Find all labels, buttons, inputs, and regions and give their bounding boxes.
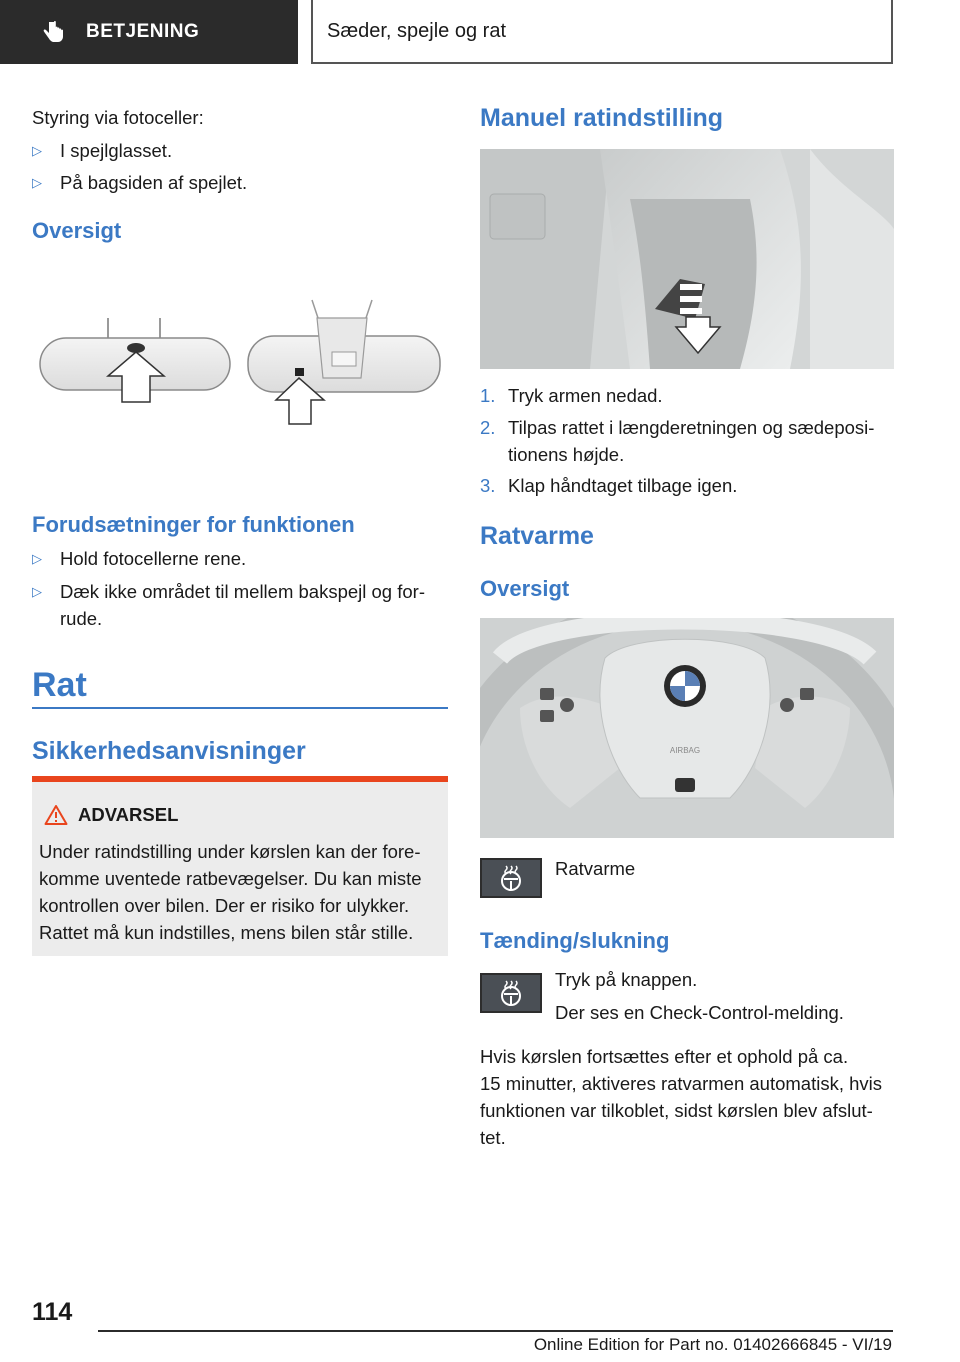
list-item-text: I spejlglasset.: [60, 140, 173, 161]
triangle-bullet-icon: ▷: [32, 143, 42, 158]
list-item-line: rude.: [60, 608, 103, 629]
step-number: 2.: [480, 417, 496, 438]
steering-column-lever-photo: [480, 149, 894, 369]
airbag-label: AIRBAG: [669, 746, 701, 755]
hand-pointer-icon: [40, 19, 66, 45]
heating-overview-heading: Oversigt: [480, 576, 570, 601]
overview-heading: Oversigt: [32, 218, 122, 243]
list-item: [32, 169, 247, 196]
heating-heading: Ratvarme: [480, 522, 594, 550]
onoff-line: Tryk på knappen.: [555, 969, 698, 990]
steering-wheel-heating-icon: [480, 858, 542, 898]
onoff-heading: Tænding/slukning: [480, 928, 670, 953]
step-line: tionens højde.: [508, 444, 625, 465]
paragraph-line: Hvis kørslen fortsættes efter et ophold på ca.: [480, 1046, 849, 1067]
step-number: 3.: [480, 475, 496, 496]
auto-activation-text: [480, 1043, 882, 1151]
safety-heading: Sikkerhedsanvisninger: [32, 737, 306, 765]
list-item-text: På bagsiden af spejlet.: [60, 172, 248, 193]
photocell-intro: Styring via fotoceller:: [32, 107, 204, 128]
manual-adjust-heading: Manuel ratindstilling: [480, 104, 724, 132]
triangle-bullet-icon: ▷: [32, 551, 42, 566]
step-line: Tilpas rattet i længderetningen og sædeposi-: [508, 417, 875, 438]
step-text: Tryk armen nedad.: [508, 385, 663, 406]
header-section-tab: [0, 0, 298, 64]
list-item: [480, 382, 663, 409]
warning-line: Rattet må kun indstilles, mens bilen står stille.: [39, 922, 414, 943]
list-item: [32, 545, 246, 572]
steering-column-illustration: [480, 149, 894, 369]
steering-wheel-heating-icon: [480, 973, 542, 1013]
list-item: [480, 472, 737, 499]
list-item-line: Dæk ikke området til mellem bakspejl og for-: [60, 581, 425, 602]
paragraph-line: funktionen var tilkoblet, sidst kørslen blev afslut-: [480, 1100, 873, 1121]
edition-note: Online Edition for Part no. 01402666845 - VI/19: [533, 1335, 892, 1354]
triangle-bullet-icon: ▷: [32, 584, 42, 599]
warning-title-row: [44, 804, 178, 826]
list-item: [32, 578, 425, 632]
list-item: [480, 414, 874, 468]
warning-line: kontrollen over bilen. Der er risiko for ulykker.: [39, 895, 410, 916]
paragraph-line: 15 minutter, aktiveres ratvarmen automatisk, hvis: [480, 1073, 883, 1094]
heated-wheel-symbol: [496, 863, 526, 893]
header-section-label: BETJENING: [86, 21, 200, 42]
list-item-text: Hold fotocellerne rene.: [60, 548, 247, 569]
rearview-mirror-illustration: [32, 290, 448, 440]
header-chapter-label: Sæder, spejle og rat: [327, 19, 506, 42]
heated-wheel-symbol: [496, 978, 526, 1008]
heading-rule: [32, 707, 448, 709]
rat-heading: Rat: [32, 666, 87, 704]
triangle-bullet-icon: ▷: [32, 175, 42, 190]
heating-button-label: Ratvarme: [555, 858, 636, 879]
paragraph-line: tet.: [480, 1127, 506, 1148]
step-text: Klap håndtaget tilbage igen.: [508, 475, 738, 496]
step-text: [508, 414, 874, 468]
warning-box: [32, 776, 448, 956]
warning-text: [39, 838, 422, 946]
footer-rule: [98, 1330, 893, 1332]
step-number: 1.: [480, 385, 496, 406]
header-chapter-tab: [311, 0, 893, 64]
warning-line: Under ratindstilling under kørslen kan der fore-: [39, 841, 421, 862]
conditions-heading: Forudsætninger for funktionen: [32, 512, 355, 537]
steering-wheel-photo: [480, 618, 894, 838]
onoff-line: Der ses en Check-Control-melding.: [555, 1002, 844, 1023]
warning-title: ADVARSEL: [78, 804, 179, 825]
list-item-text: [60, 578, 425, 632]
warning-triangle-icon: [44, 804, 68, 826]
onoff-instructions: [555, 966, 844, 1026]
steering-wheel-illustration: [480, 618, 894, 838]
warning-line: komme uventede ratbevægelser. Du kan miste: [39, 868, 422, 889]
page-number: 114: [32, 1298, 73, 1326]
list-item: [32, 137, 172, 164]
